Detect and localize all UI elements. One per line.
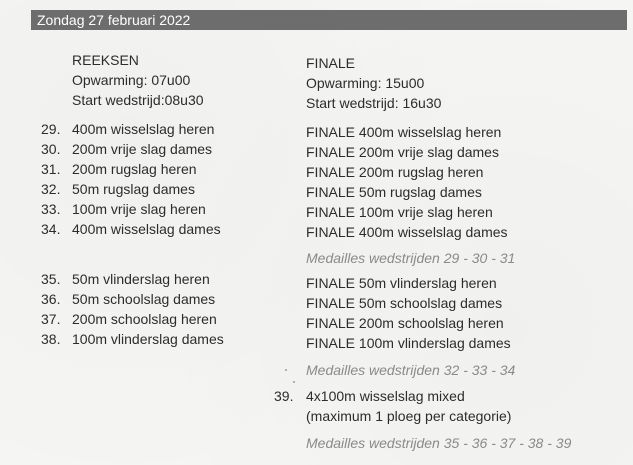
event-label: 200m vrije slag dames (72, 141, 213, 157)
medals-note: Medailles wedstrijden 32 - 33 - 34 (306, 362, 516, 378)
finale-event: FINALE 200m schoolslag heren (306, 315, 504, 331)
event-number: 32. (41, 181, 61, 197)
finale-event: FINALE 200m rugslag heren (306, 164, 484, 180)
medals-note: Medailles wedstrijden 29 - 30 - 31 (306, 250, 516, 266)
event-number: 38. (41, 331, 61, 347)
date-header-text: Zondag 27 februari 2022 (37, 12, 191, 28)
event-number: 34. (41, 221, 61, 237)
event-label: 200m rugslag heren (72, 161, 197, 177)
finale-event: FINALE 50m vlinderslag heren (306, 275, 497, 291)
relay-label: 4x100m wisselslag mixed (306, 388, 465, 404)
scan-speck (293, 381, 295, 383)
event-label: 100m vrije slag heren (72, 201, 206, 217)
scan-speck (285, 369, 287, 371)
finale-title: FINALE (306, 55, 356, 71)
finale-event: FINALE 100m vrije slag heren (306, 204, 493, 220)
reeksen-warmup: Opwarming: 07u00 (72, 72, 191, 88)
event-label: 50m rugslag dames (72, 181, 195, 197)
finale-event: FINALE 400m wisselslag dames (306, 224, 508, 240)
event-label: 100m vlinderslag dames (72, 331, 224, 347)
date-header (31, 10, 627, 30)
finale-event: FINALE 200m vrije slag dames (306, 144, 499, 160)
event-number: 37. (41, 311, 61, 327)
event-label: 50m schoolslag dames (72, 291, 216, 307)
relay-note: (maximum 1 ploeg per categorie) (306, 408, 512, 424)
reeksen-title: REEKSEN (72, 52, 139, 68)
event-label: 50m vlinderslag heren (72, 271, 210, 287)
finale-event: FINALE 50m schoolslag dames (306, 295, 503, 311)
event-label: 200m schoolslag heren (72, 311, 217, 327)
event-label: 400m wisselslag heren (72, 121, 215, 137)
finale-start: Start wedstrijd: 16u30 (306, 95, 442, 111)
event-number: 35. (41, 271, 61, 287)
finale-event: FINALE 50m rugslag dames (306, 184, 482, 200)
relay-number: 39. (274, 388, 294, 404)
finale-event: FINALE 100m vlinderslag dames (306, 335, 511, 351)
event-label: 400m wisselslag dames (72, 221, 221, 237)
event-number: 31. (41, 161, 61, 177)
medals-note: Medailles wedstrijden 35 - 36 - 37 - 38 - 39 (306, 435, 572, 451)
reeksen-start: Start wedstrijd:08u30 (72, 92, 204, 108)
event-number: 36. (41, 291, 61, 307)
finale-event: FINALE 400m wisselslag heren (306, 124, 502, 140)
event-number: 33. (41, 201, 61, 217)
finale-warmup: Opwarming: 15u00 (306, 75, 425, 91)
event-number: 29. (41, 121, 61, 137)
event-number: 30. (41, 141, 61, 157)
